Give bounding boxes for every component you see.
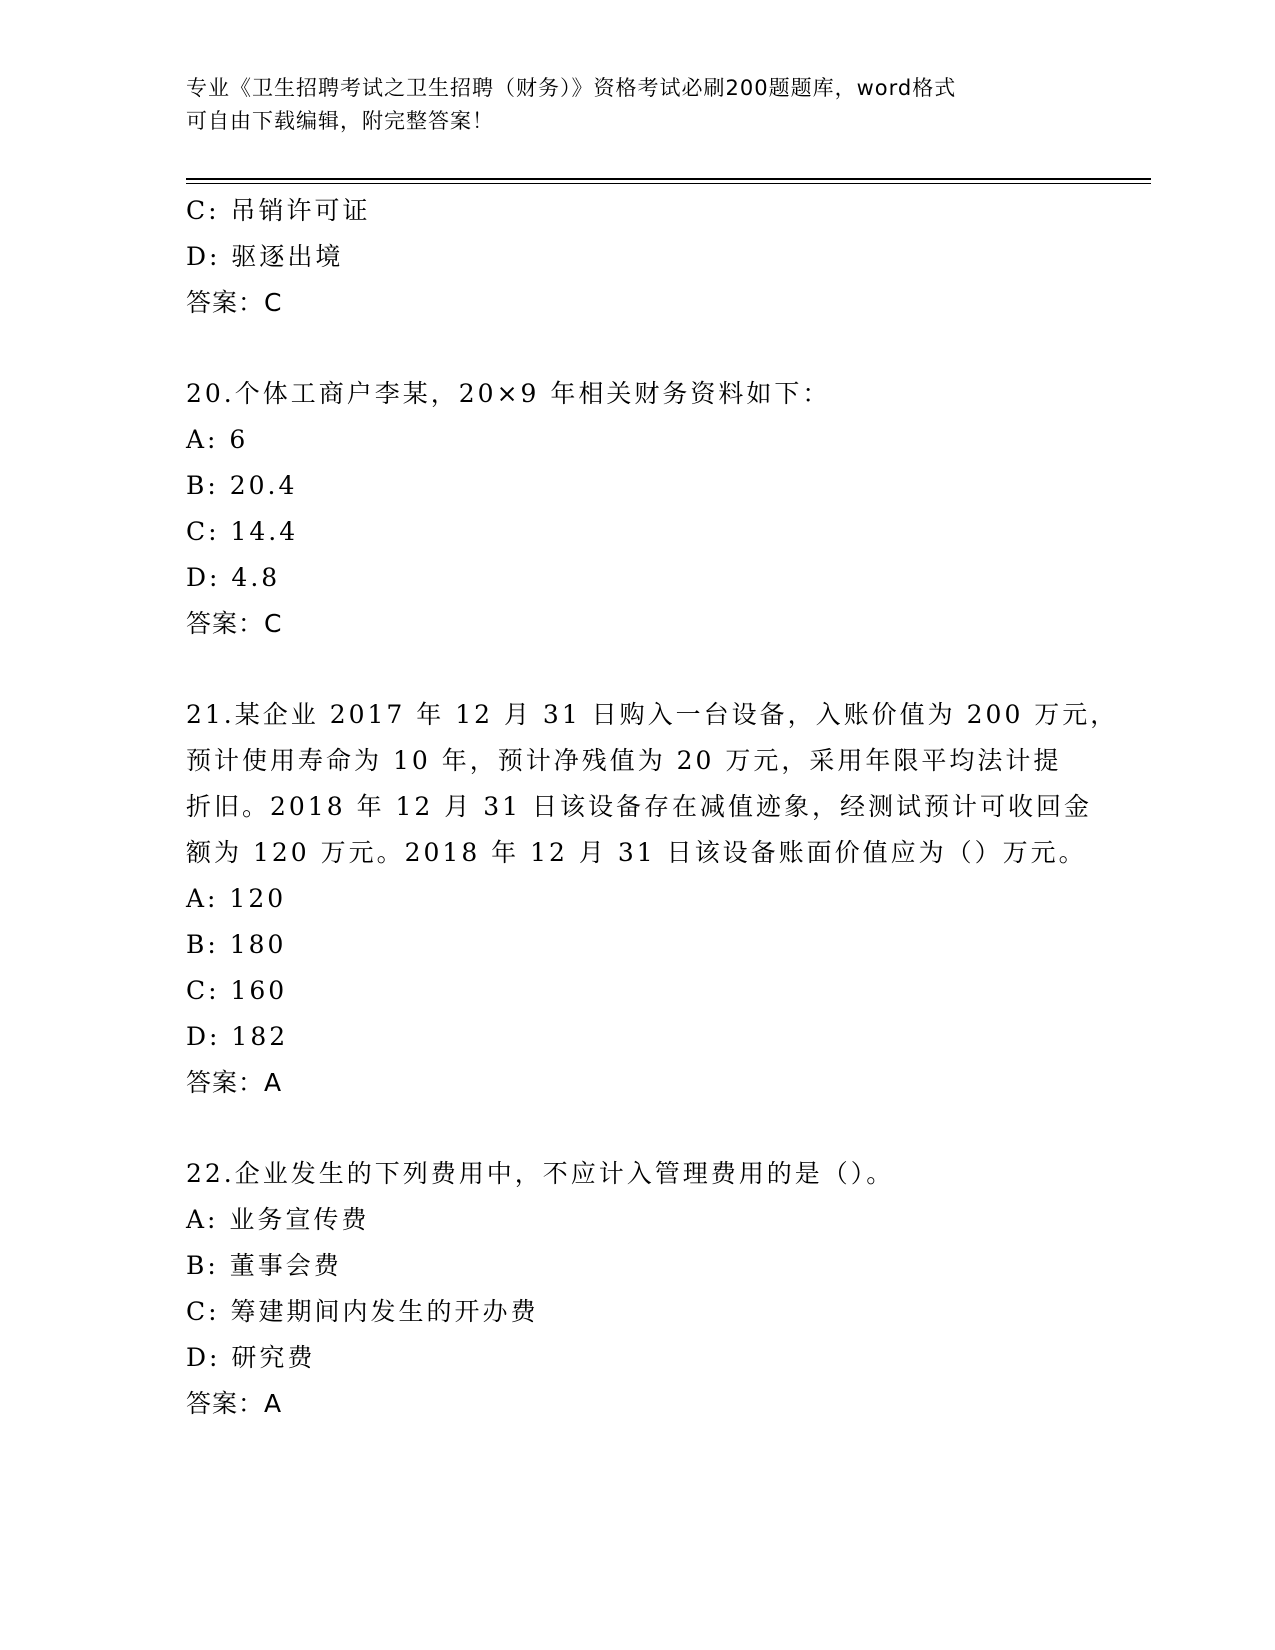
answer: 答案：C	[186, 288, 283, 317]
answer: 答案：A	[186, 1068, 283, 1097]
option-c: C: 160	[186, 976, 288, 1005]
question-stem-line-3: 折旧。2018 年 12 月 31 日该设备存在减值迹象，经测试预计可收回金	[186, 792, 1092, 821]
option-d: D: 182	[186, 1022, 289, 1051]
option-b: B: 董事会费	[186, 1251, 342, 1280]
option-c: C: 筹建期间内发生的开办费	[186, 1297, 539, 1326]
question-stem-line-1: 21.某企业 2017 年 12 月 31 日购入一台设备，入账价值为 200 万元，	[186, 700, 1119, 729]
option-b: B: 20.4	[186, 471, 298, 500]
option-d: D: 4.8	[186, 563, 281, 592]
option-b: B: 180	[186, 930, 287, 959]
header-line-2: 可自由下载编辑，附完整答案！	[186, 109, 494, 133]
header-divider-thick	[186, 178, 1151, 180]
question-20	[186, 371, 1086, 647]
question-22	[186, 1151, 1086, 1427]
question-21	[186, 692, 1119, 1106]
option-c: C: 吊销许可证	[186, 196, 371, 225]
question-stem-line-2: 预计使用寿命为 10 年，预计净残值为 20 万元，采用年限平均法计提	[186, 746, 1062, 775]
option-d: D: 研究费	[186, 1343, 316, 1372]
question-list	[186, 188, 1119, 1427]
option-c: C: 14.4	[186, 517, 299, 546]
option-a: A: 业务宣传费	[186, 1205, 370, 1234]
question-stem: 22.企业发生的下列费用中，不应计入管理费用的是（）。	[186, 1159, 895, 1188]
page-header	[186, 72, 1086, 138]
option-d: D: 驱逐出境	[186, 242, 344, 271]
option-a: A: 6	[186, 425, 249, 454]
header-line-1: 专业《卫生招聘考试之卫生招聘（财务）》资格考试必刷200题题库，word格式	[186, 76, 957, 100]
answer: 答案：C	[186, 609, 283, 638]
answer: 答案：A	[186, 1389, 283, 1418]
header-divider-thin	[186, 183, 1151, 184]
option-a: A: 120	[186, 884, 287, 913]
question-19-tail	[186, 188, 1086, 326]
question-stem: 20.个体工商户李某，20×9 年相关财务资料如下：	[186, 379, 831, 408]
question-stem-line-4: 额为 120 万元。2018 年 12 月 31 日该设备账面价值应为（）万元。	[186, 838, 1087, 867]
